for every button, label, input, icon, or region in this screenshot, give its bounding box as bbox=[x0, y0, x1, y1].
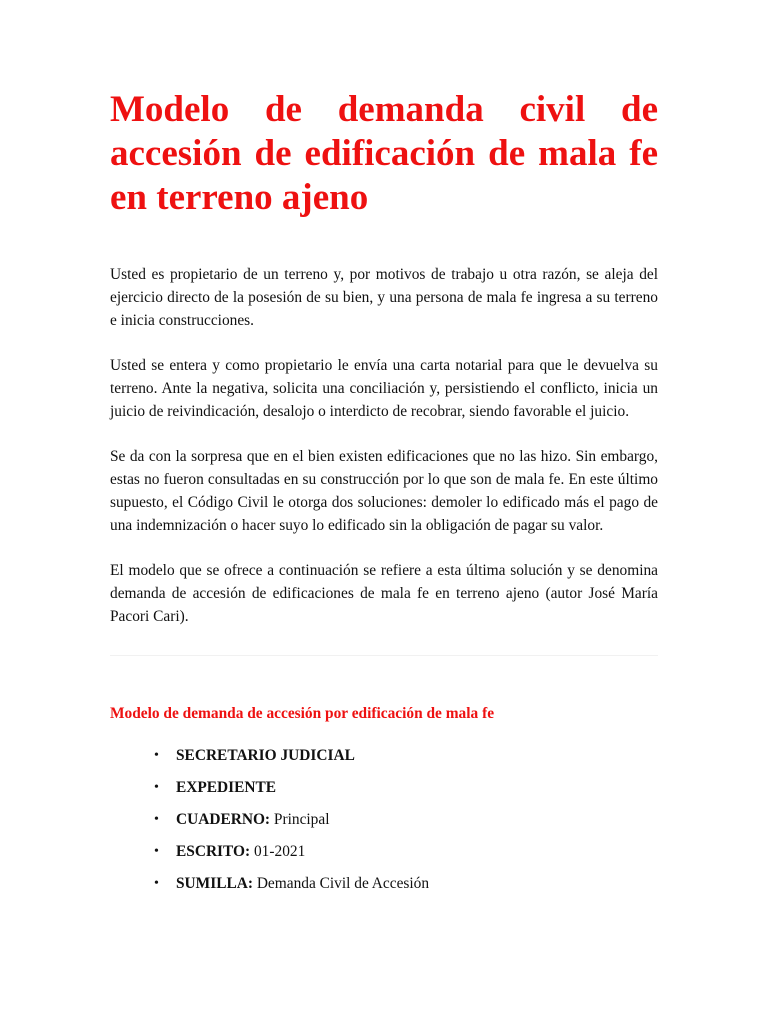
bullet-icon: • bbox=[154, 748, 159, 763]
list-item-label: SUMILLA: bbox=[176, 875, 253, 892]
paragraph-notarial-letter: Usted se entera y como propietario le envía una carta notarial para que le devuelva su terreno. Ante la negativa, solicita una conciliación y, persistiendo el conflicto, inicia un juicio de reivindicación, desalojo o interdicto de recobrar, siendo favorable el juicio. bbox=[110, 357, 658, 420]
paragraph-model-description: El modelo que se ofrece a continuación se refiere a esta última solución y se denomina demanda de accesión de edificaciones de mala fe en terreno ajeno (autor José María Pacori Cari). bbox=[110, 562, 658, 625]
section-subtitle: Modelo de demanda de accesión por edificación de mala fe bbox=[110, 705, 495, 722]
list-item-value: Demanda Civil de Accesión bbox=[252, 875, 430, 892]
document-page bbox=[110, 88, 658, 905]
list-item-label: ESCRITO: bbox=[176, 843, 251, 860]
list-item bbox=[110, 745, 658, 767]
section-divider bbox=[110, 655, 658, 656]
header-field-list bbox=[110, 745, 658, 895]
list-item-label: EXPEDIENTE bbox=[176, 779, 277, 796]
list-item-label: CUADERNO: bbox=[176, 811, 271, 828]
bullet-icon: • bbox=[154, 844, 159, 859]
bullet-icon: • bbox=[154, 780, 159, 795]
list-item-value: Principal bbox=[270, 811, 330, 828]
bullet-icon: • bbox=[154, 876, 159, 891]
list-item bbox=[110, 809, 658, 831]
list-item bbox=[110, 873, 658, 895]
paragraph-bad-faith-buildings: Se da con la sorpresa que en el bien existen edificaciones que no las hizo. Sin embargo, estas no fueron consultadas en su construcción por lo que son de mala fe. En este último supuesto, el Código Civil le otorga dos soluciones: demoler lo edificado más el pago de una indemnización o hacer suyo lo edificado sin la obligación de pagar su valor. bbox=[110, 448, 658, 534]
list-item bbox=[110, 777, 658, 799]
document-title: Modelo de demanda civil de accesión de edificación de mala fe en terreno ajeno bbox=[110, 89, 658, 218]
list-item bbox=[110, 841, 658, 863]
bullet-icon: • bbox=[154, 812, 159, 827]
paragraph-intro: Usted es propietario de un terreno y, por motivos de trabajo u otra razón, se aleja del ejercicio directo de la posesión de su bien, y una persona de mala fe ingresa a su terreno e inicia construcciones. bbox=[110, 266, 658, 329]
list-item-label: SECRETARIO JUDICIAL bbox=[176, 747, 355, 764]
list-item-value: 01-2021 bbox=[250, 843, 306, 860]
